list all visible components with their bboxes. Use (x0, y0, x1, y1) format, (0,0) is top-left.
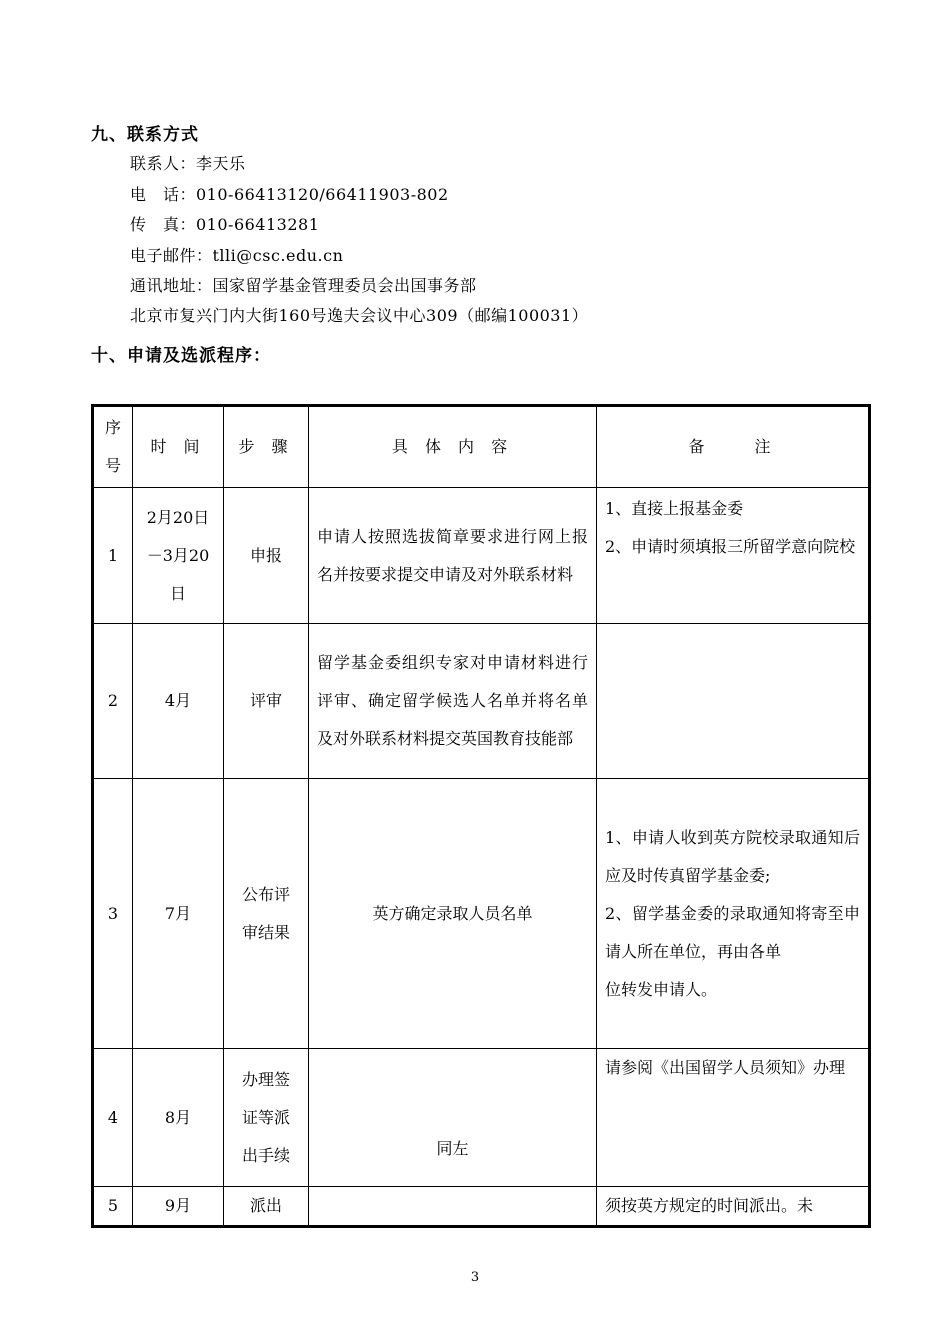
row-no: 5 (93, 1187, 133, 1227)
contact-fax: 传 真：010-66413281 (130, 215, 320, 234)
contact-address-line2: 北京市复兴门内大街160号逸夫会议中心309（邮编100031） (130, 306, 589, 325)
row-step: 办理签证等派出手续 (224, 1049, 309, 1187)
note-line: 1、直接上报基金委 (605, 499, 744, 518)
header-note: 备 注 (597, 406, 870, 488)
section-9-heading: 九、联系方式 (91, 125, 199, 145)
note-line: 须按英方规定的时间派出。未 (605, 1196, 814, 1215)
row-step: 公布评审结果 (224, 779, 309, 1049)
row-note (597, 624, 870, 779)
row-note (597, 779, 870, 1049)
section-10-heading: 十、申请及选派程序： (91, 346, 271, 366)
header-no: 序号 (93, 406, 133, 488)
row-no: 3 (93, 779, 133, 1049)
contact-person: 联系人：李天乐 (130, 154, 246, 173)
table-row (93, 624, 870, 779)
contact-phone: 电 话：010-66413120/66411903-802 (130, 185, 449, 204)
contact-email: 电子邮件：tlli@csc.edu.cn (130, 246, 344, 265)
note-line: 1、申请人收到英方院校录取通知后应及时传真留学基金委; (605, 827, 860, 885)
note-line: 2、申请时须填报三所留学意向院校 (605, 537, 856, 556)
row-no: 2 (93, 624, 133, 779)
row-step: 派出 (224, 1187, 309, 1227)
row-content (309, 1187, 597, 1227)
row-step: 评审 (224, 624, 309, 779)
procedure-table (91, 404, 871, 1228)
row-content: 英方确定录取人员名单 (309, 779, 597, 1049)
row-time: 4月 (133, 624, 224, 779)
row-no: 4 (93, 1049, 133, 1187)
header-time: 时 间 (133, 406, 224, 488)
header-content: 具 体 内 容 (309, 406, 597, 488)
table-header-row (93, 406, 870, 488)
row-note (597, 1049, 870, 1187)
row-note (597, 1187, 870, 1227)
note-line: 位转发申请人。 (605, 979, 718, 999)
row-time: 9月 (133, 1187, 224, 1227)
table-row (93, 1049, 870, 1187)
row-no: 1 (93, 488, 133, 624)
page-number: 3 (470, 1270, 480, 1285)
row-note (597, 488, 870, 624)
contact-address: 通讯地址：国家留学基金管理委员会出国事务部 (130, 276, 477, 295)
row-content: 申请人按照选拔简章要求进行网上报名并按要求提交申请及对外联系材料 (309, 488, 597, 624)
row-time: 7月 (133, 779, 224, 1049)
table-row (93, 488, 870, 624)
note-line: 2、留学基金委的录取通知将寄至申请人所在单位，再由各单 (605, 903, 860, 961)
header-step: 步 骤 (224, 406, 309, 488)
row-content: 同左 (309, 1049, 597, 1187)
row-step: 申报 (224, 488, 309, 624)
row-time: 8月 (133, 1049, 224, 1187)
row-time: 2月20日－3月20日 (133, 488, 224, 624)
table-row (93, 779, 870, 1049)
row-content: 留学基金委组织专家对申请材料进行评审、确定留学候选人名单并将名单及对外联系材料提交英国教育技能部 (309, 624, 597, 779)
note-line: 请参阅《出国留学人员须知》办理 (605, 1058, 846, 1077)
table-row (93, 1187, 870, 1227)
